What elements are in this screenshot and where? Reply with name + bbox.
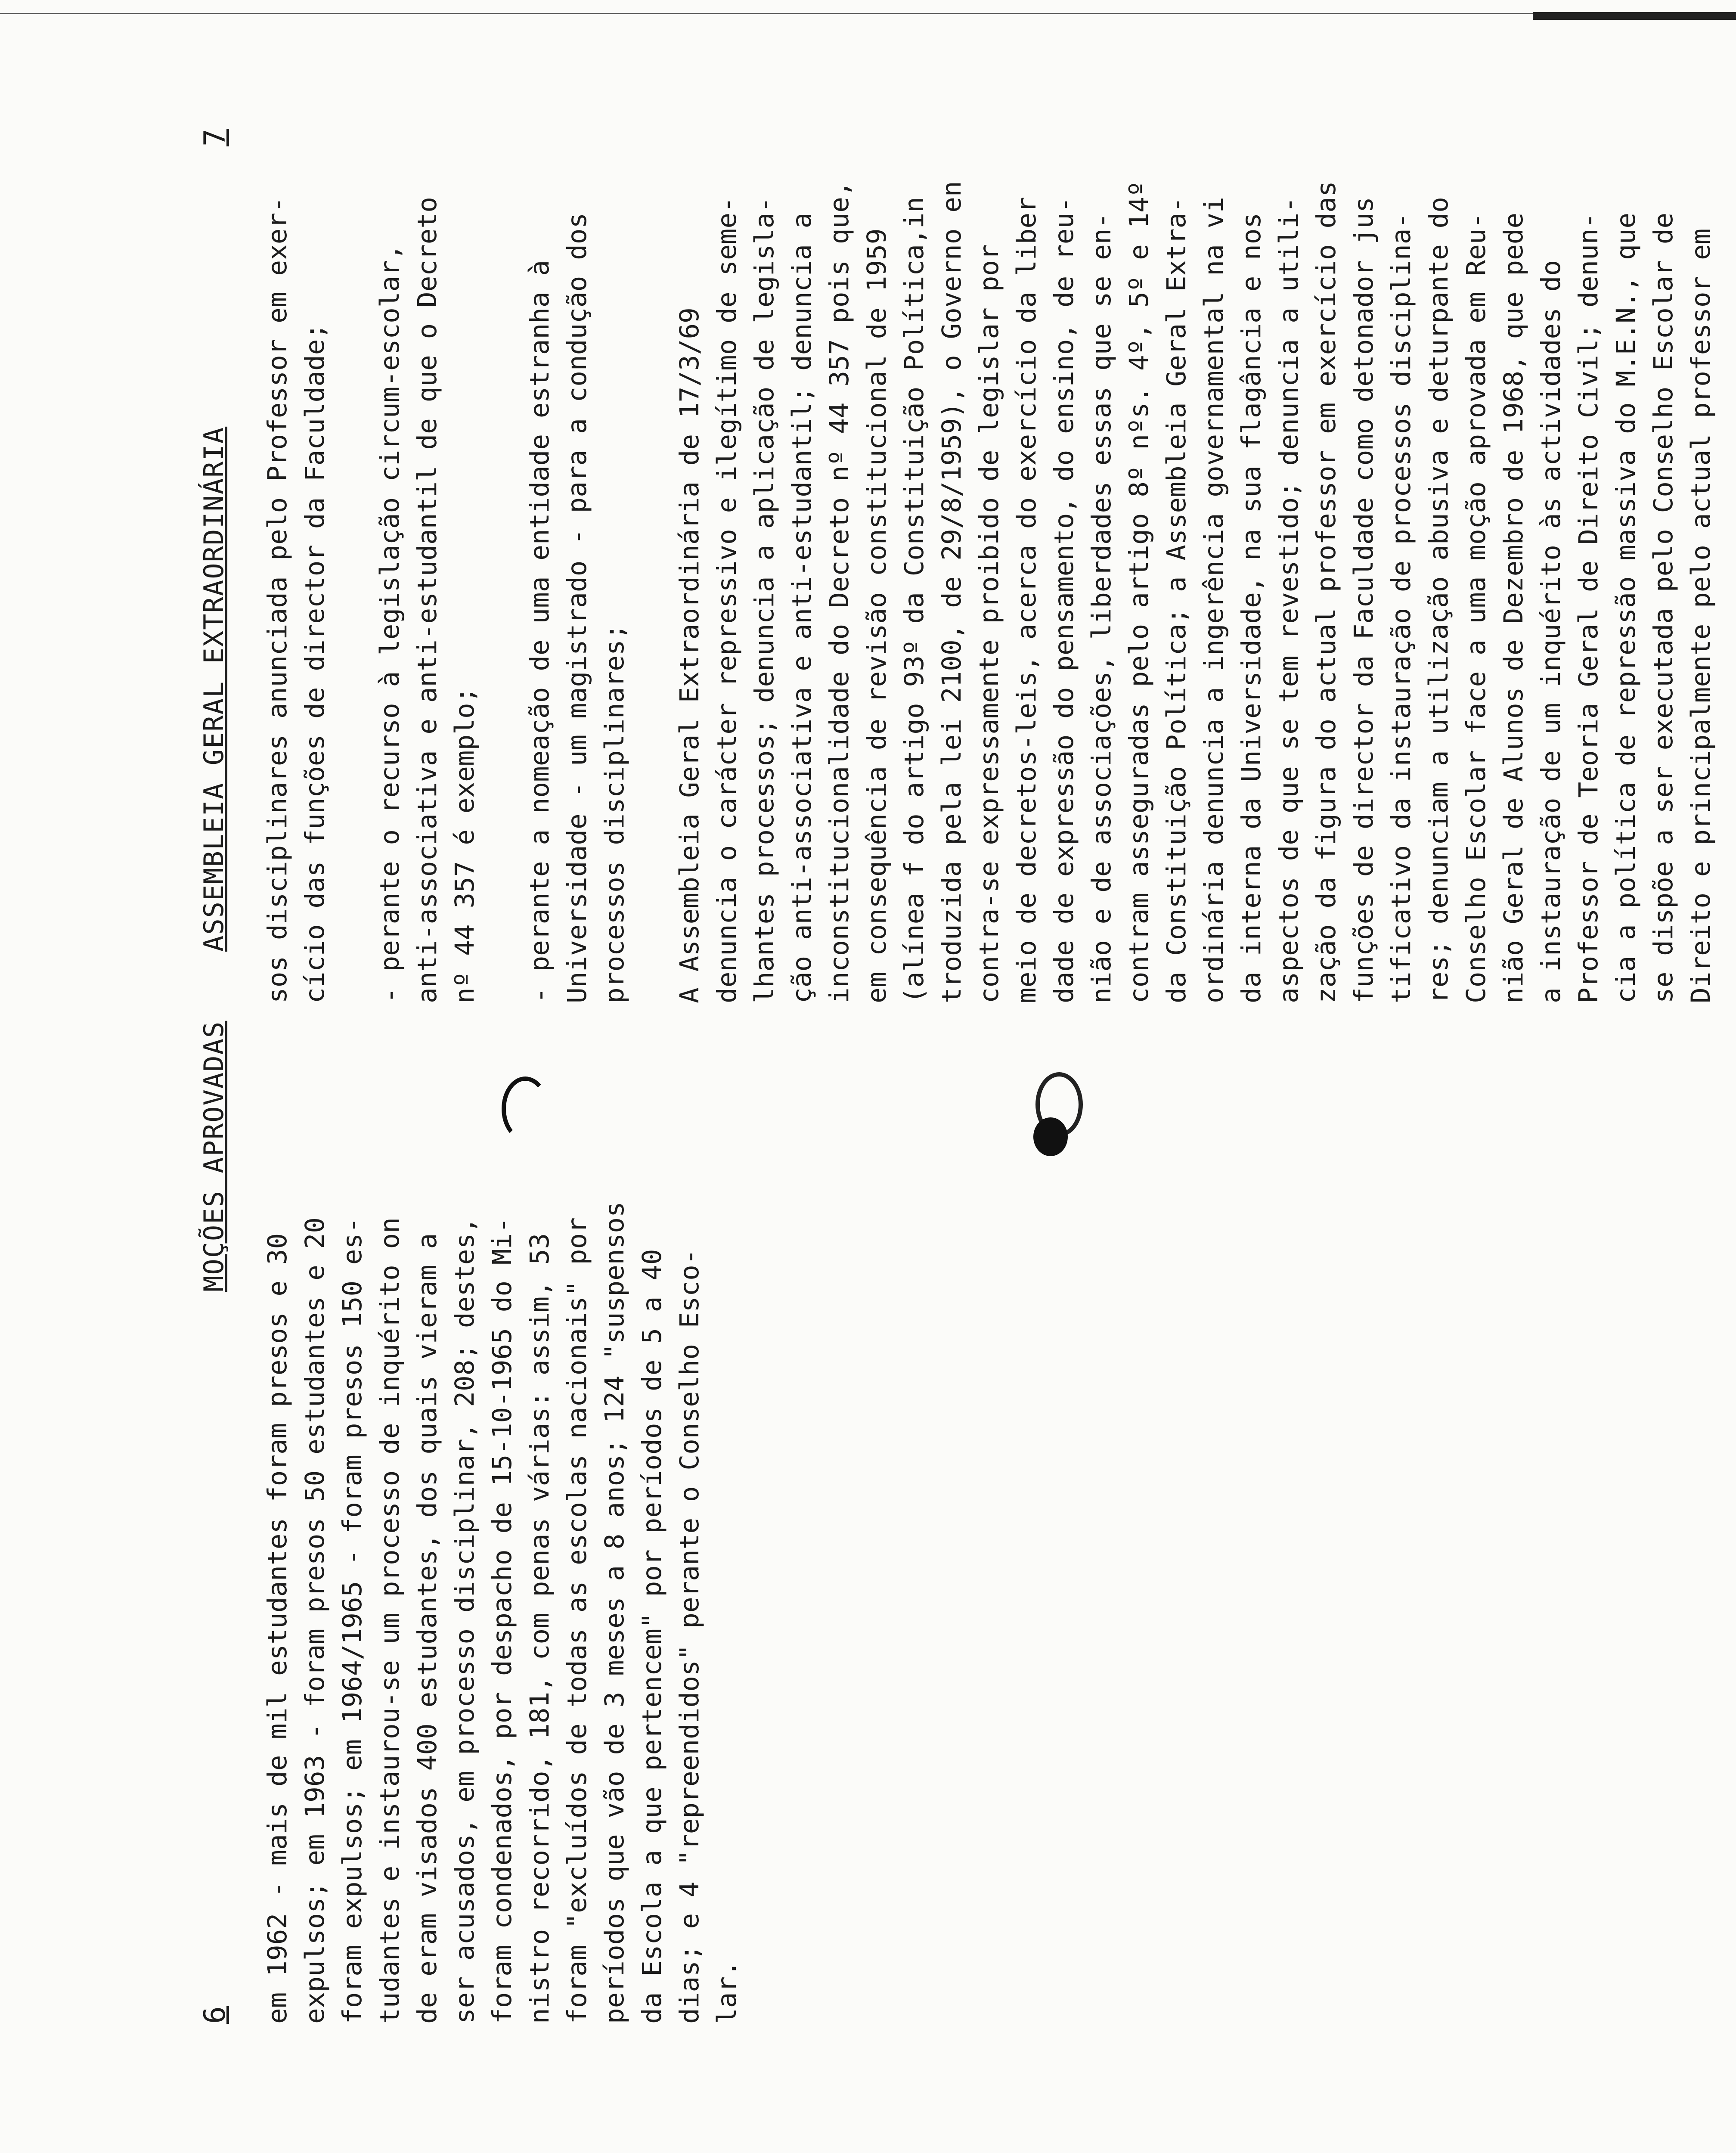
- paragraph: sos disciplinares anunciada pelo Professor em exer- cício das funções de director da Faculdade;: [262, 197, 330, 1003]
- paragraph: - perante o recurso à legislação circum-escolar, anti-associativa e anti-estudantil de que o Decreto nº 44 357 é exemplo;: [375, 197, 480, 1003]
- page-border-top: [0, 13, 1533, 14]
- page-header-left: MOÇÕES APROVADAS: [198, 1021, 229, 1292]
- page-header-right: ASSEMBLEIA GERAL EXTRAORDINÁRIA: [198, 426, 229, 952]
- punch-hole-bottom-fill: [1033, 1117, 1068, 1156]
- left-page-body: [259, 1184, 746, 2024]
- page-number-left: 6: [198, 2006, 232, 2024]
- paragraph: - perante a nomeação de uma entidade estranha à Universidade - um magistrado - para a condução dos processos disciplinares;: [524, 212, 630, 1003]
- paragraph: A Assembleia Geral Extraordinária de 17/3/69 denuncia o carácter repressivo e ilegítimo de seme- lhantes processos; denuncia a aplicação de legisla- ção anti-associativa e anti-estudantil; denuncia a inconstitucionalidade do Decreto nº 44 357 pois que, em consequência de revisão constitucional de 1959 (alínea f do artigo 93º da Constituição Política,in troduzida pela lei 2100, de 29/8/1959), o Governo en contra-se expressamente proibido de legislar por meio de decretos-leis, acerca do exercício da liber dade de expressão do pensamento, do ensino, de reu- nião e de associações, liberdades essas que se en- contram asseguradas pelo artigo 8º nºs. 4º, 5º e 14º da Constituição Política; a Assembleia Geral Extra- ordinária denuncia a ingerência governamental na vi da interna da Universidade, na sua flagância e nos aspectos de que se tem revestido; denuncia a utili- zação da figura do actual professor em exercício das funções de director da Faculdade como detonador jus tificativo da instauração de processos disciplina- res; denunciam a utilização abusiva e deturpante do Conselho Escolar face a uma moção aprovada em Reu- nião Geral de Alunos de Dezembro de 1968, que pede a instauração de um inquérito às actividades do Professor de Teoria Geral de Direito Civil; denun- cia a política de repressão massiva do M.E.N., que se dispõe a ser executada pelo Conselho Escolar de Direito e principalmente pelo actual professor em: [674, 181, 1716, 1003]
- right-page-body: [259, 164, 1720, 1003]
- paragraph: em 1962 - mais de mil estudantes foram presos e 30 expulsos; em 1963 - foram presos 50 estudantes e 20 foram expulsos; em 1964/1965 - foram presos 150 es- tudantes e instaurou-se um processo de inquérito on de eram visados 400 estudantes, dos quais vieram a ser acusados, em processo disciplinar, 208; destes, foram condenados, por despacho de 15-10-1965 do Mi- nistro recorrido, 181, com penas várias: assim, 53 foram "excluídos de todas as escolas nacionais" por períodos que vão de 3 meses a 8 anos; 124 "suspensos da Escola a que pertencem" por períodos de 5 a 40 dias; e 4 "repreendidos" perante o Conselho Esco- lar.: [262, 1201, 742, 2024]
- left-page: [198, 1021, 783, 2024]
- scan-edge-top: [1533, 12, 1736, 20]
- punch-hole-top: [502, 1076, 549, 1141]
- right-page: [198, 129, 1736, 1003]
- page-number-right: 7: [198, 129, 232, 146]
